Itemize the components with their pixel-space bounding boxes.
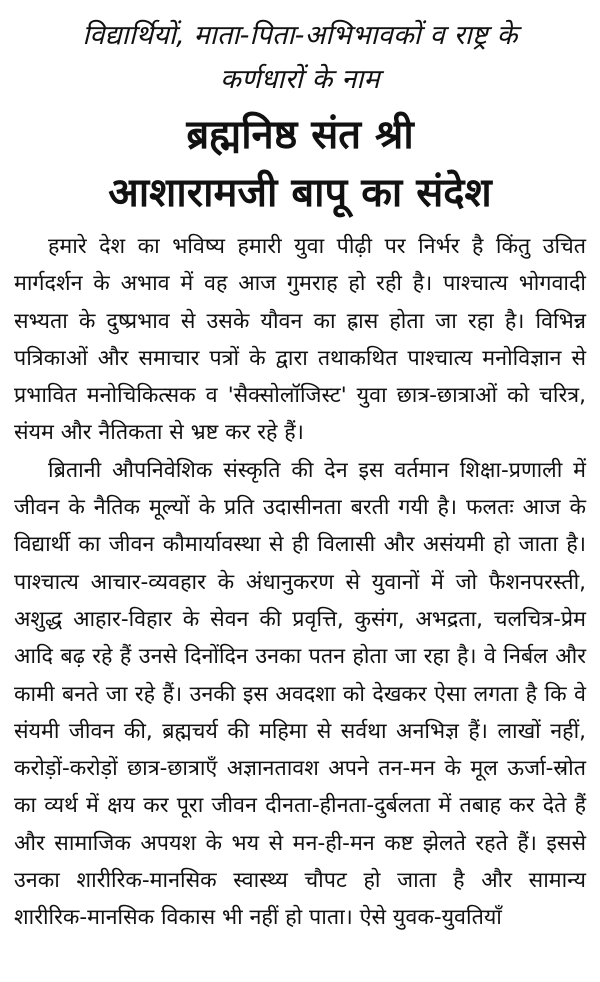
page-title (14, 106, 586, 222)
title-line-1: ब्रह्मनिष्ठ संत श्री (186, 112, 414, 158)
subtitle-line-1: विद्यार्थियों, माता-पिता-अभिभावकों व राष्ट्र के (82, 20, 518, 51)
subtitle-line-2: कर्णधारों के नाम (220, 64, 380, 95)
paragraph-2: ब्रितानी औपनिवेशिक संस्कृति की देन इस वर्तमान शिक्षा-प्रणाली में जीवन के नैतिक मूल्यों के प्रति उदासीनता बरती गयी है। फलतः आज के विद्यार्थी का जीवन कौमार्यावस्था से ही विलासी और असंयमी हो जाता है। पाश्चात्य आचार-व्यवहार के अंधानुकरण से युवानों में जो फैशनपरस्ती, अशुद्ध आहार-विहार के सेवन की प्रवृत्ति, कुसंग, अभद्रता, चलचित्र-प्रेम आदि बढ़ रहे हैं उनसे दिनोंदिन उनका पतन होता जा रहा है। वे निर्बल और कामी बनते जा रहे हैं। उनकी इस अवदशा को देखकर ऐसा लगता है कि वे संयमी जीवन की, ब्रह्मचर्य की महिमा से सर्वथा अनभिज्ञ हैं। लाखों नहीं, करोड़ों-करोड़ों छात्र-छात्राएँ अज्ञानतावश अपने तन-मन के मूल ऊर्जा-स्रोत का व्यर्थ में क्षय कर पूरा जीवन दीनता-हीनता-दुर्बलता में तबाह कर देते हैं और सामाजिक अपयश के भय से मन-ही-मन कष्ट झेलते रहते हैं। इससे उनका शारीरिक-मानसिक स्वास्थ्य चौपट हो जाता है और सामान्य शारीरिक-मानसिक विकास भी नहीं हो पाता। ऐसे युवक-युवतियाँ (14, 457, 586, 931)
paragraph-1: हमारे देश का भविष्य हमारी युवा पीढ़ी पर निर्भर है किंतु उचित मार्गदर्शन के अभाव में वह आज गुमराह हो रही है। पाश्चात्य भोगवादी सभ्यता के दुष्प्रभाव से उसके यौवन का ह्रास होता जा रहा है। विभिन्न पत्रिकाओं और समाचार पत्रों के द्वारा तथाकथित पाश्चात्य मनोविज्ञान से प्रभावित मनोचिकित्सक व 'सैक्सोलॉजिस्ट' युवा छात्र-छात्राओं को चरित्र, संयम और नैतिकता से भ्रष्ट कर रहे हैं। (14, 234, 586, 446)
title-line-2: आशारामजी बापू का संदेश (108, 170, 492, 216)
